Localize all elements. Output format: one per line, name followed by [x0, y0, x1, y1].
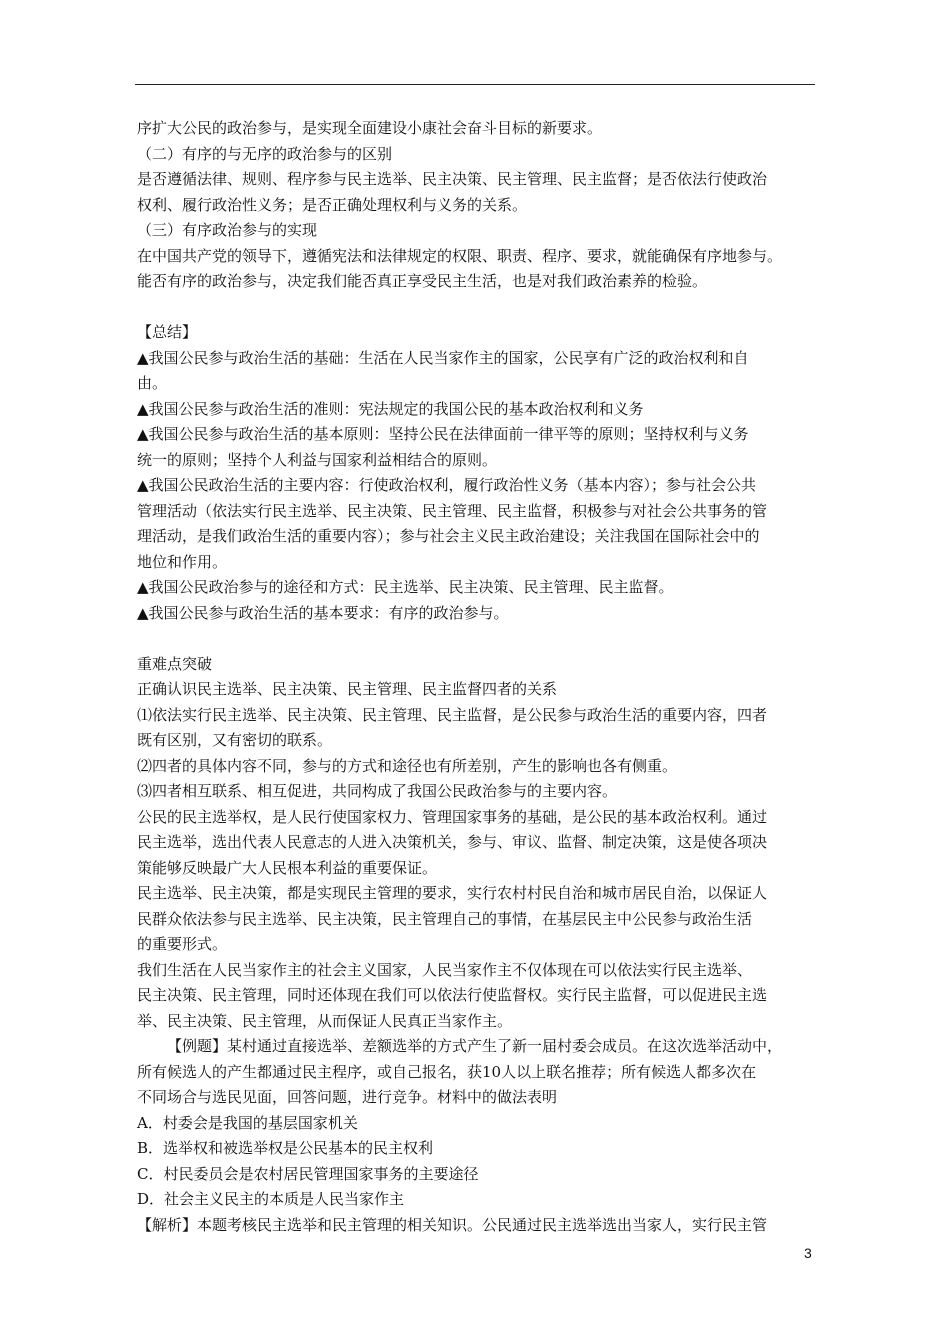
- text-line: C．村民委员会是农村居民管理国家事务的主要途径: [137, 1164, 479, 1183]
- text-line: 民主决策、民主管理，同时还体现在我们可以依法行使监督权。实行民主监督，可以促进民主选: [137, 986, 768, 1004]
- text-line: 能否有序的政治参与，决定我们能否真正享受民主生活，也是对我们政治素养的检验。: [137, 272, 708, 290]
- text-line: 权利、履行政治性义务；是否正确处理权利与义务的关系。: [137, 195, 528, 214]
- document-body: [137, 116, 817, 1238]
- text-line: 重难点突破: [137, 654, 213, 673]
- text-line: ⑵四者的具体内容不同，参与的方式和途径也有所差别，产生的影响也各有侧重。: [137, 756, 678, 775]
- text-line: （三）有序政治参与的实现: [137, 221, 318, 239]
- text-line: 的重要形式。: [137, 935, 228, 953]
- text-line: ⑴依法实行民主选举、民主决策、民主管理、民主监督，是公民参与政治生活的重要内容，四者: [137, 705, 768, 724]
- text-line: 序扩大公民的政治参与，是实现全面建设小康社会奋斗目标的新要求。: [137, 119, 603, 137]
- text-line: B．选举权和被选举权是公民基本的民主权利: [137, 1139, 434, 1157]
- text-line: 地位和作用。: [137, 552, 228, 571]
- text-line: D．社会主义民主的本质是人民当家作主: [137, 1190, 405, 1208]
- text-line: 不同场合与选民见面，回答问题，进行竞争。材料中的做法表明: [137, 1088, 558, 1106]
- text-line: ▲我国公民政治生活的主要内容：行使政治权利，履行政治性义务（基本内容）；参与社会公共: [137, 476, 757, 494]
- header-rule: [135, 84, 815, 85]
- text-line: 民主选举、民主决策，都是实现民主管理的要求，实行农村村民自治和城市居民自治，以保证人: [137, 884, 768, 902]
- text-line: 在中国共产党的领导下，遵循宪法和法律规定的权限、职责、程序、要求，就能确保有序地参与。: [137, 246, 783, 265]
- text-line: 理活动，是我们政治生活的重要内容）；参与社会主义民主政治建设；关注我国在国际社会中的: [137, 527, 760, 545]
- text-line: 民主选举，选出代表人民意志的人进入决策机关，参与、审议、监督、制定决策，这是使各项决: [137, 833, 768, 851]
- text-line: ▲我国公民参与政治生活的准则：宪法规定的我国公民的基本政治权利和义务: [137, 399, 644, 418]
- text-line: 是否遵循法律、规则、程序参与民主选举、民主决策、民主管理、民主监督；是否依法行使政治: [137, 170, 768, 188]
- text-line: 管理活动（依法实行民主选举、民主决策、民主管理、民主监督，积极参与对社会公共事务的管: [137, 501, 768, 520]
- text-line: 【总结】: [137, 323, 198, 341]
- text-line: ▲我国公民参与政治生活的基础：生活在人民当家作主的国家，公民享有广泛的政治权利和自: [137, 348, 749, 367]
- text-line: A．村委会是我国的基层国家机关: [137, 1113, 358, 1132]
- page-number: 3: [804, 1245, 812, 1261]
- text-line: 民群众依法参与民主选举、民主决策，民主管理自己的事情，在基层民主中公民参与政治生活: [137, 909, 753, 928]
- text-line: 公民的民主选举权，是人民行使国家权力、管理国家事务的基础，是公民的基本政治权利。通过: [137, 807, 768, 826]
- text-line: 策能够反映最广大人民根本利益的重要保证。: [137, 858, 438, 877]
- text-line: 统一的原则；坚持个人利益与国家利益相结合的原则。: [137, 450, 498, 469]
- text-line: 举、民主决策、民主管理，从而保证人民真正当家作主。: [137, 1011, 513, 1030]
- text-line: 【例题】某村通过直接选举、差额选举的方式产生了新一届村委会成员。在这次选举活动中，: [167, 1037, 783, 1055]
- blank-line: [137, 626, 817, 652]
- text-line: 正确认识民主选举、民主决策、民主管理、民主监督四者的关系: [137, 680, 558, 698]
- text-line: ▲我国公民参与政治生活的基本原则：坚持公民在法律面前一律平等的原则；坚持权利与义务: [137, 425, 749, 443]
- text-line: 由。: [137, 374, 168, 392]
- text-line: ▲我国公民参与政治生活的基本要求：有序的政治参与。: [137, 603, 509, 622]
- text-line: 既有区别，又有密切的联系。: [137, 731, 333, 749]
- text-line: 【解析】本题考核民主选举和民主管理的相关知识。公民通过民主选举选出当家人，实行民主管: [137, 1215, 768, 1234]
- text-line: ▲我国公民政治参与的途径和方式：民主选举、民主决策、民主管理、民主监督。: [137, 578, 674, 596]
- text-line: 我们生活在人民当家作主的社会主义国家，人民当家作主不仅体现在可以依法实行民主选举、: [137, 960, 753, 979]
- blank-line: [137, 295, 817, 321]
- text-line: （二）有序的与无序的政治参与的区别: [137, 144, 393, 163]
- text-line: 所有候选人的产生都通过民主程序，或自己报名，获10人以上联名推荐；所有候选人都多次在: [137, 1062, 757, 1081]
- text-line: ⑶四者相互联系、相互促进，共同构成了我国公民政治参与的主要内容。: [137, 782, 618, 800]
